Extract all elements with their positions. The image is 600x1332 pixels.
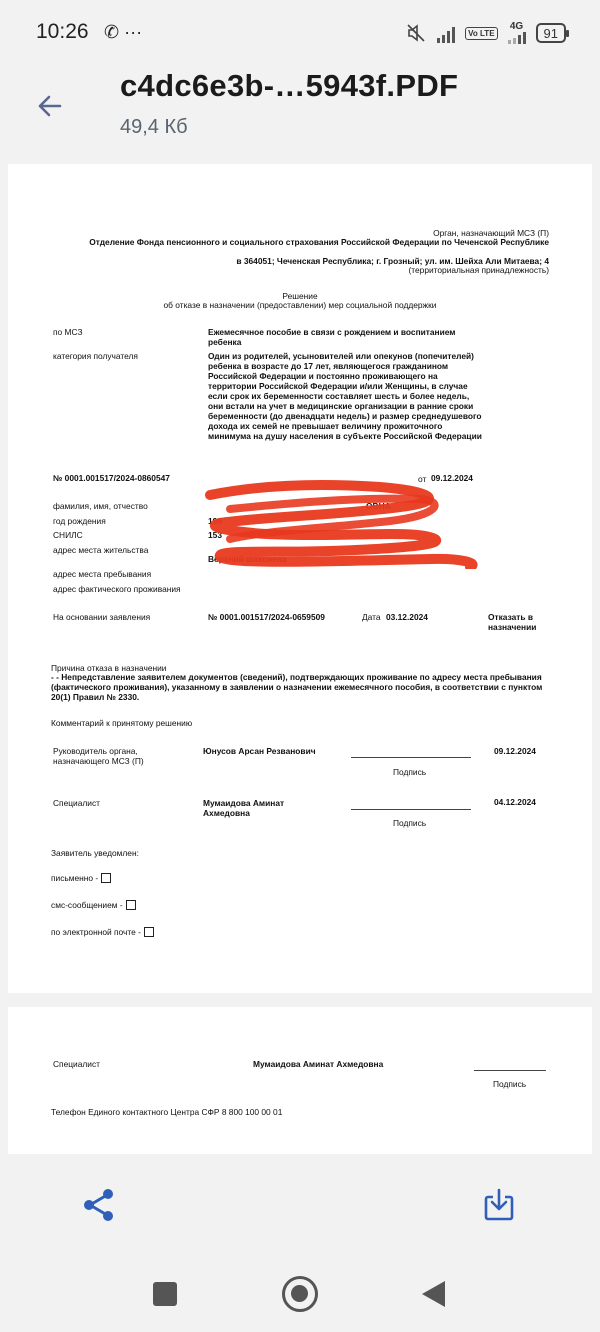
battery-icon: 91 bbox=[536, 23, 566, 43]
basis-number: № 0001.001517/2024-0659509 bbox=[208, 612, 325, 622]
category-value: Один из родителей, усыновителей или опекунов (попечителей) ребенка в возрасте до 17 лет, являющегося гражданином Российской Федерации и постоянно проживающего на территории Российской Федерации и/или Женщины, в случае если срок их беременности составляет шесть и более недель, они встали на учет в медицинские организации в ранние сроки беременности (до двенадцати недель) и размер среднедушевого дохода их семей не превышает величину прожиточного минимума на душу населения в субъекте Российской Федерации bbox=[208, 351, 482, 441]
basis-date-label: Дата bbox=[362, 612, 381, 622]
msz-label: по МСЗ bbox=[53, 327, 83, 337]
head-signature-line bbox=[351, 757, 471, 758]
territorial-label: (территориальная принадлежность) bbox=[408, 265, 549, 275]
comment-label: Комментарий к принятому решению bbox=[51, 718, 193, 728]
organ-label: Орган, назначающий МСЗ (П) bbox=[433, 228, 549, 238]
status-time: 10:26 bbox=[36, 20, 89, 43]
decision-date: 09.12.2024 bbox=[431, 473, 473, 483]
document-title: c4dc6e3b-…5943f.PDF bbox=[120, 68, 459, 103]
pdf-page-1[interactable] bbox=[8, 164, 592, 993]
page2-spec-name: Мумаидова Аминат Ахмедовна bbox=[253, 1059, 384, 1069]
fio-value: ОВНА bbox=[366, 501, 391, 511]
notify-email-label: по электронной почте - bbox=[51, 927, 141, 937]
msz-value: Ежемесячное пособие в связи с рождением и воспитанием ребенка bbox=[208, 327, 456, 347]
download-icon[interactable] bbox=[480, 1186, 518, 1224]
app-header bbox=[0, 64, 600, 156]
recents-icon[interactable] bbox=[153, 1282, 177, 1306]
page2-signature-line bbox=[474, 1070, 546, 1071]
mute-icon bbox=[405, 22, 427, 44]
stay-label: адрес места пребывания bbox=[53, 569, 152, 579]
birth-label: год рождения bbox=[53, 516, 106, 526]
reason-value: - - Непредставление заявителем документов (сведений), подтверждающих проживание по адресу места пребывания (фактического проживания), указанному в заявлении о назначении ежемесячного пособия, в соответствии с пунктом 20(1) Правил № 2330. bbox=[51, 672, 543, 702]
signal-icon bbox=[437, 23, 455, 43]
notify-email-checkbox[interactable] bbox=[144, 927, 154, 937]
decision-subtitle: об отказе в назначении (предоставлении) мер социальной поддержки bbox=[163, 300, 437, 310]
head-name: Юнусов Арсан Резванович bbox=[203, 746, 316, 756]
signal-icon-2 bbox=[508, 32, 526, 44]
home-icon[interactable] bbox=[282, 1276, 318, 1312]
address-label: адрес места жительства bbox=[53, 545, 149, 555]
decision-date-prefix: от bbox=[418, 474, 427, 484]
decision-number: № 0001.001517/2024-0860547 bbox=[53, 473, 170, 483]
basis-date: 03.12.2024 bbox=[386, 612, 428, 622]
spec-signature-label: Подпись bbox=[393, 818, 427, 828]
organ-address: в 364051; Чеченская Республика; г. Грозный; ул. им. Шейха Али Митаева; 4 bbox=[236, 256, 549, 266]
notify-email-row bbox=[51, 927, 154, 937]
nav-back-icon[interactable] bbox=[422, 1281, 445, 1307]
fio-label: фамилия, имя, отчество bbox=[53, 501, 148, 511]
spec-date: 04.12.2024 bbox=[494, 797, 536, 807]
bottom-action-bar bbox=[0, 1154, 600, 1254]
contact-phone: Телефон Единого контактного Центра СФР 8 800 100 00 01 bbox=[51, 1107, 283, 1117]
spec-label: Специалист bbox=[53, 798, 100, 808]
document-size: 49,4 Кб bbox=[120, 116, 188, 138]
basis-label: На основании заявления bbox=[53, 612, 151, 622]
notify-written-row bbox=[51, 873, 111, 883]
notified-label: Заявитель уведомлен: bbox=[51, 848, 139, 858]
head-label: Руководитель органа, назначающего МСЗ (П) bbox=[53, 746, 144, 766]
notify-written-checkbox[interactable] bbox=[101, 873, 111, 883]
address-value: Верхний шахоиева bbox=[208, 554, 287, 564]
system-nav-bar bbox=[0, 1254, 600, 1332]
birth-value: 199 bbox=[208, 516, 222, 526]
decision-title: Решение bbox=[282, 291, 318, 301]
notification-icons: ✆ ··· bbox=[104, 22, 143, 42]
spec-name: Мумаидова Аминат Ахмедовна bbox=[203, 798, 285, 818]
status-right-icons bbox=[405, 20, 566, 46]
page2-spec-label: Специалист bbox=[53, 1059, 100, 1069]
spec-signature-line bbox=[351, 809, 471, 810]
organ-name: Отделение Фонда пенсионного и социального страхования Российской Федерации по Чеченской Республике bbox=[89, 237, 549, 247]
actual-label: адрес фактического проживания bbox=[53, 584, 181, 594]
status-bar bbox=[0, 0, 600, 64]
category-label: категория получателя bbox=[53, 351, 138, 361]
head-date: 09.12.2024 bbox=[494, 746, 536, 756]
basis-result: Отказать в назначении bbox=[488, 612, 537, 632]
arrow-left-icon[interactable] bbox=[30, 86, 70, 126]
reason-label: Причина отказа в назначении bbox=[51, 663, 167, 673]
snils-value: 153 bbox=[208, 530, 222, 540]
notify-sms-checkbox[interactable] bbox=[126, 900, 136, 910]
pdf-page-2[interactable] bbox=[8, 1007, 592, 1154]
notify-sms-row bbox=[51, 900, 136, 910]
volte-icon: Vo LTE bbox=[465, 27, 497, 40]
share-icon[interactable] bbox=[80, 1186, 118, 1224]
page2-signature-label: Подпись bbox=[493, 1079, 527, 1089]
network-indicator bbox=[508, 22, 526, 44]
redaction-scribble bbox=[200, 479, 490, 569]
notify-written-label: письменно - bbox=[51, 873, 99, 883]
head-signature-label: Подпись bbox=[393, 767, 427, 777]
notify-sms-label: смс-сообщением - bbox=[51, 900, 123, 910]
snils-label: СНИЛС bbox=[53, 530, 83, 540]
network-label: 4G bbox=[509, 21, 524, 32]
